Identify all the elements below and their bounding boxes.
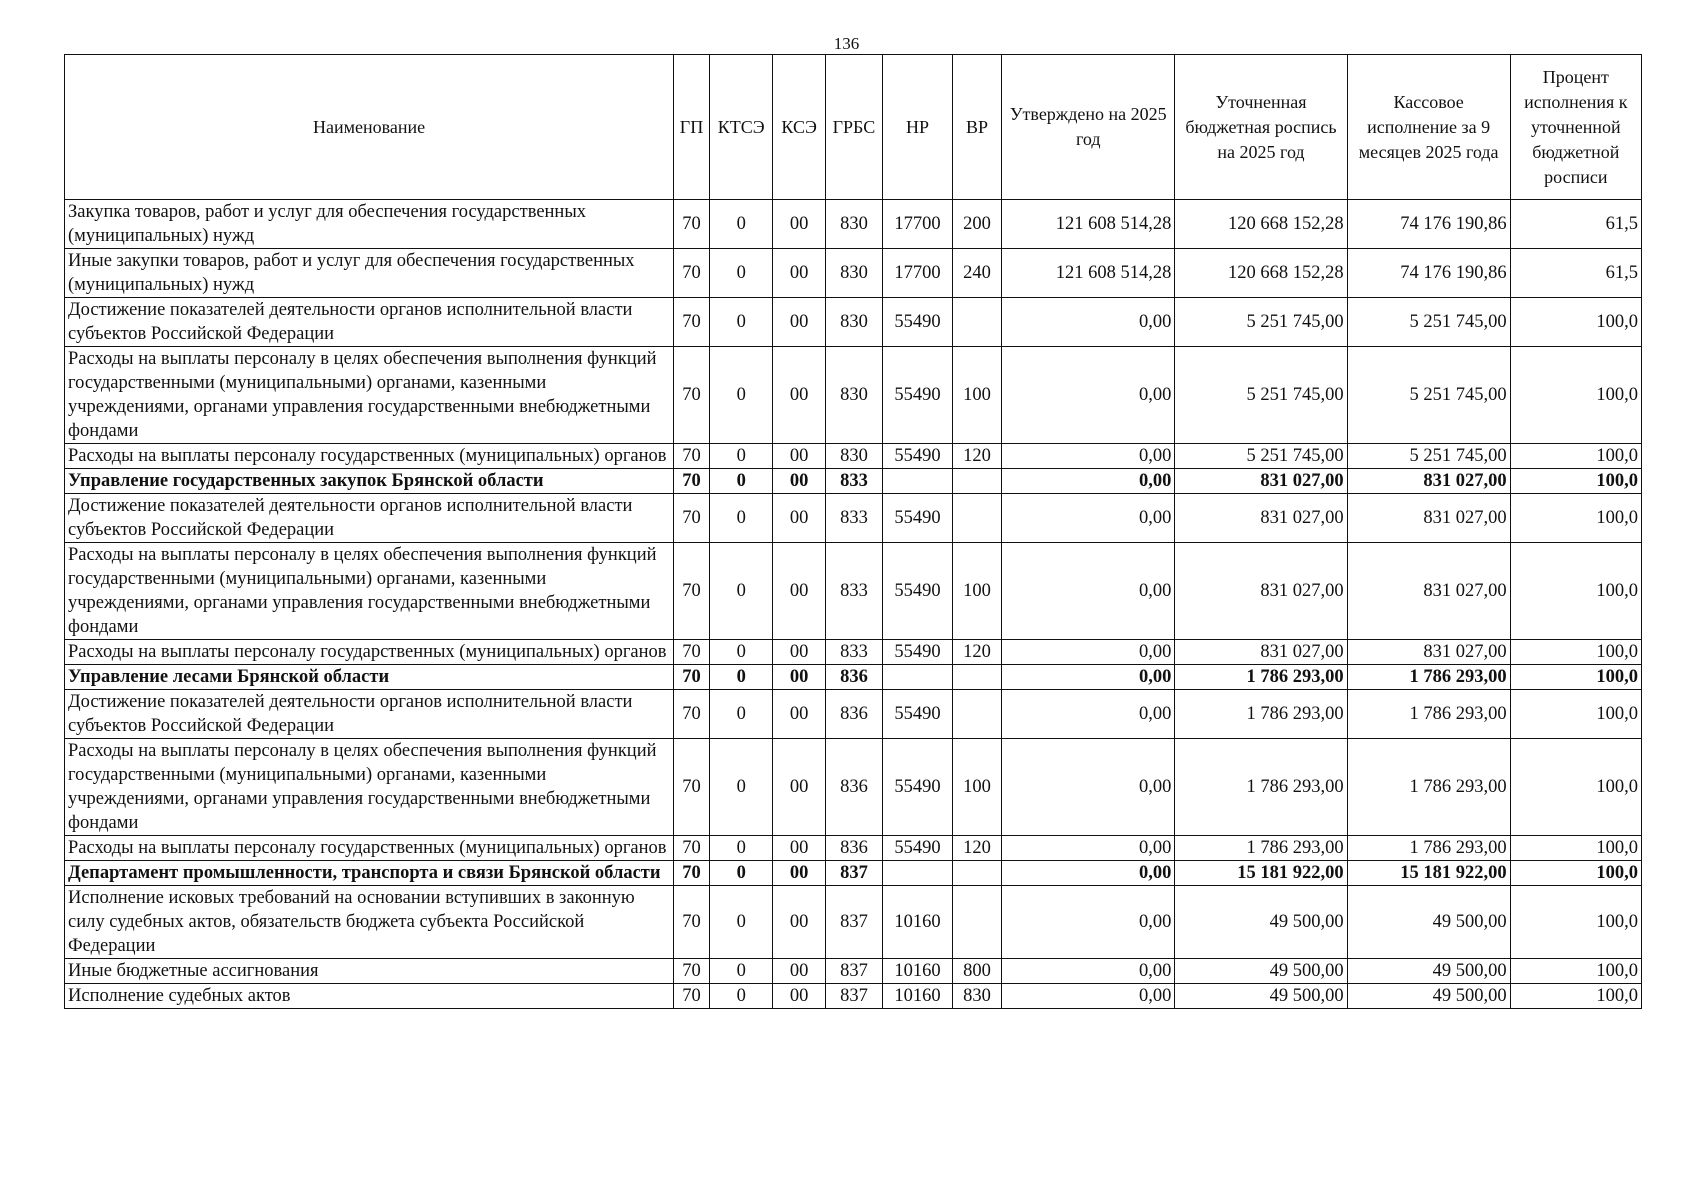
cell-gp: 70 <box>674 640 710 665</box>
cell-name: Закупка товаров, работ и услуг для обеспечения государственных (муниципальных) нужд <box>65 200 674 249</box>
cell-vr: 120 <box>952 444 1001 469</box>
cell-percent: 100,0 <box>1510 984 1641 1009</box>
cell-ktse: 0 <box>709 836 773 861</box>
cell-approved: 0,00 <box>1002 347 1175 444</box>
cell-approved: 0,00 <box>1002 739 1175 836</box>
cell-refined: 831 027,00 <box>1175 543 1347 640</box>
cell-ktse: 0 <box>709 640 773 665</box>
cell-grbs: 833 <box>825 543 882 640</box>
cell-ktse: 0 <box>709 200 773 249</box>
cell-name: Расходы на выплаты персоналу в целях обеспечения выполнения функций государственными (муниципальными) органами, казенными учреждениями, органами управления государственными внебюджетными фондами <box>65 739 674 836</box>
cell-gp: 70 <box>674 444 710 469</box>
cell-vr: 120 <box>952 836 1001 861</box>
cell-name: Расходы на выплаты персоналу государственных (муниципальных) органов <box>65 836 674 861</box>
header-refined: Уточненная бюджетная роспись на 2025 год <box>1175 55 1347 200</box>
cell-refined: 120 668 152,28 <box>1175 249 1347 298</box>
cell-nr: 55490 <box>883 444 953 469</box>
cell-grbs: 837 <box>825 886 882 959</box>
cell-name: Достижение показателей деятельности органов исполнительной власти субъектов Российской Федерации <box>65 494 674 543</box>
cell-approved: 0,00 <box>1002 959 1175 984</box>
table-body <box>65 200 1642 1009</box>
cell-vr <box>952 494 1001 543</box>
table-row <box>65 640 1642 665</box>
cell-grbs: 833 <box>825 494 882 543</box>
budget-table <box>64 54 1642 1009</box>
cell-vr <box>952 690 1001 739</box>
cell-percent: 100,0 <box>1510 444 1641 469</box>
cell-grbs: 836 <box>825 739 882 836</box>
cell-kse: 00 <box>773 886 825 959</box>
cell-gp: 70 <box>674 347 710 444</box>
cell-percent: 61,5 <box>1510 249 1641 298</box>
cell-gp: 70 <box>674 298 710 347</box>
header-kse: КСЭ <box>773 55 825 200</box>
cell-kse: 00 <box>773 543 825 640</box>
cell-nr: 17700 <box>883 249 953 298</box>
cell-percent: 100,0 <box>1510 690 1641 739</box>
cell-nr: 10160 <box>883 959 953 984</box>
cell-cash: 49 500,00 <box>1347 959 1510 984</box>
cell-cash: 5 251 745,00 <box>1347 298 1510 347</box>
cell-grbs: 830 <box>825 249 882 298</box>
cell-percent: 100,0 <box>1510 494 1641 543</box>
table-row <box>65 886 1642 959</box>
cell-percent: 100,0 <box>1510 739 1641 836</box>
cell-gp: 70 <box>674 690 710 739</box>
table-row <box>65 984 1642 1009</box>
cell-percent: 100,0 <box>1510 959 1641 984</box>
cell-kse: 00 <box>773 665 825 690</box>
cell-gp: 70 <box>674 861 710 886</box>
cell-grbs: 837 <box>825 984 882 1009</box>
cell-cash: 49 500,00 <box>1347 886 1510 959</box>
cell-grbs: 830 <box>825 298 882 347</box>
cell-approved: 0,00 <box>1002 298 1175 347</box>
table-row <box>65 298 1642 347</box>
cell-nr: 55490 <box>883 543 953 640</box>
cell-cash: 74 176 190,86 <box>1347 200 1510 249</box>
cell-vr: 240 <box>952 249 1001 298</box>
cell-gp: 70 <box>674 469 710 494</box>
cell-gp: 70 <box>674 494 710 543</box>
cell-grbs: 830 <box>825 444 882 469</box>
cell-approved: 0,00 <box>1002 494 1175 543</box>
cell-kse: 00 <box>773 984 825 1009</box>
cell-approved: 121 608 514,28 <box>1002 249 1175 298</box>
cell-refined: 1 786 293,00 <box>1175 739 1347 836</box>
header-percent: Процент исполнения к уточненной бюджетной росписи <box>1510 55 1641 200</box>
cell-vr: 100 <box>952 739 1001 836</box>
cell-name: Управление государственных закупок Брянской области <box>65 469 674 494</box>
cell-name: Иные бюджетные ассигнования <box>65 959 674 984</box>
cell-grbs: 830 <box>825 347 882 444</box>
cell-refined: 120 668 152,28 <box>1175 200 1347 249</box>
cell-ktse: 0 <box>709 298 773 347</box>
cell-refined: 49 500,00 <box>1175 959 1347 984</box>
cell-gp: 70 <box>674 543 710 640</box>
cell-cash: 1 786 293,00 <box>1347 739 1510 836</box>
cell-kse: 00 <box>773 494 825 543</box>
cell-nr: 55490 <box>883 347 953 444</box>
cell-nr <box>883 861 953 886</box>
cell-kse: 00 <box>773 739 825 836</box>
cell-nr: 10160 <box>883 984 953 1009</box>
cell-vr: 120 <box>952 640 1001 665</box>
table-row <box>65 959 1642 984</box>
cell-kse: 00 <box>773 347 825 444</box>
cell-percent: 100,0 <box>1510 298 1641 347</box>
cell-ktse: 0 <box>709 469 773 494</box>
cell-approved: 0,00 <box>1002 861 1175 886</box>
cell-kse: 00 <box>773 861 825 886</box>
cell-name: Расходы на выплаты персоналу в целях обеспечения выполнения функций государственными (муниципальными) органами, казенными учреждениями, органами управления государственными внебюджетными фондами <box>65 347 674 444</box>
cell-refined: 1 786 293,00 <box>1175 665 1347 690</box>
cell-grbs: 836 <box>825 690 882 739</box>
header-grbs: ГРБС <box>825 55 882 200</box>
cell-cash: 1 786 293,00 <box>1347 836 1510 861</box>
cell-nr: 17700 <box>883 200 953 249</box>
cell-grbs: 836 <box>825 665 882 690</box>
cell-nr: 55490 <box>883 640 953 665</box>
cell-kse: 00 <box>773 836 825 861</box>
cell-kse: 00 <box>773 959 825 984</box>
cell-approved: 0,00 <box>1002 984 1175 1009</box>
cell-ktse: 0 <box>709 543 773 640</box>
cell-ktse: 0 <box>709 739 773 836</box>
cell-percent: 61,5 <box>1510 200 1641 249</box>
header-approved: Утверждено на 2025 год <box>1002 55 1175 200</box>
header-cash: Кассовое исполнение за 9 месяцев 2025 года <box>1347 55 1510 200</box>
cell-cash: 831 027,00 <box>1347 543 1510 640</box>
cell-ktse: 0 <box>709 347 773 444</box>
cell-percent: 100,0 <box>1510 543 1641 640</box>
cell-nr: 10160 <box>883 886 953 959</box>
cell-cash: 1 786 293,00 <box>1347 665 1510 690</box>
cell-refined: 5 251 745,00 <box>1175 347 1347 444</box>
cell-approved: 121 608 514,28 <box>1002 200 1175 249</box>
cell-nr <box>883 469 953 494</box>
cell-approved: 0,00 <box>1002 444 1175 469</box>
cell-kse: 00 <box>773 690 825 739</box>
cell-refined: 831 027,00 <box>1175 640 1347 665</box>
cell-cash: 831 027,00 <box>1347 640 1510 665</box>
table-row <box>65 543 1642 640</box>
cell-approved: 0,00 <box>1002 886 1175 959</box>
cell-grbs: 833 <box>825 640 882 665</box>
cell-percent: 100,0 <box>1510 665 1641 690</box>
cell-gp: 70 <box>674 739 710 836</box>
cell-cash: 831 027,00 <box>1347 494 1510 543</box>
cell-cash: 15 181 922,00 <box>1347 861 1510 886</box>
cell-refined: 15 181 922,00 <box>1175 861 1347 886</box>
cell-approved: 0,00 <box>1002 469 1175 494</box>
cell-gp: 70 <box>674 200 710 249</box>
cell-ktse: 0 <box>709 494 773 543</box>
table-row <box>65 249 1642 298</box>
cell-refined: 49 500,00 <box>1175 886 1347 959</box>
cell-percent: 100,0 <box>1510 469 1641 494</box>
table-row <box>65 494 1642 543</box>
cell-ktse: 0 <box>709 249 773 298</box>
cell-name: Расходы на выплаты персоналу в целях обеспечения выполнения функций государственными (муниципальными) органами, казенными учреждениями, органами управления государственными внебюджетными фондами <box>65 543 674 640</box>
header-row <box>65 55 1642 200</box>
cell-kse: 00 <box>773 298 825 347</box>
cell-ktse: 0 <box>709 665 773 690</box>
cell-gp: 70 <box>674 984 710 1009</box>
cell-percent: 100,0 <box>1510 836 1641 861</box>
cell-grbs: 837 <box>825 861 882 886</box>
cell-vr <box>952 298 1001 347</box>
cell-ktse: 0 <box>709 886 773 959</box>
cell-refined: 831 027,00 <box>1175 469 1347 494</box>
table-row <box>65 665 1642 690</box>
cell-vr <box>952 886 1001 959</box>
cell-cash: 5 251 745,00 <box>1347 444 1510 469</box>
cell-kse: 00 <box>773 640 825 665</box>
cell-vr: 100 <box>952 347 1001 444</box>
cell-approved: 0,00 <box>1002 836 1175 861</box>
cell-name: Иные закупки товаров, работ и услуг для обеспечения государственных (муниципальных) нужд <box>65 249 674 298</box>
header-ktse: КТСЭ <box>709 55 773 200</box>
cell-refined: 5 251 745,00 <box>1175 298 1347 347</box>
cell-nr <box>883 665 953 690</box>
cell-name: Исполнение исковых требований на основании вступивших в законную силу судебных актов, обязательств бюджета субъекта Российской Федерации <box>65 886 674 959</box>
cell-cash: 74 176 190,86 <box>1347 249 1510 298</box>
cell-cash: 49 500,00 <box>1347 984 1510 1009</box>
cell-name: Достижение показателей деятельности органов исполнительной власти субъектов Российской Федерации <box>65 690 674 739</box>
cell-name: Расходы на выплаты персоналу государственных (муниципальных) органов <box>65 640 674 665</box>
cell-gp: 70 <box>674 665 710 690</box>
cell-nr: 55490 <box>883 298 953 347</box>
cell-refined: 831 027,00 <box>1175 494 1347 543</box>
cell-name: Департамент промышленности, транспорта и связи Брянской области <box>65 861 674 886</box>
cell-ktse: 0 <box>709 861 773 886</box>
cell-vr: 200 <box>952 200 1001 249</box>
cell-approved: 0,00 <box>1002 640 1175 665</box>
cell-vr <box>952 861 1001 886</box>
page-number: 136 <box>833 34 860 53</box>
cell-gp: 70 <box>674 249 710 298</box>
cell-name: Управление лесами Брянской области <box>65 665 674 690</box>
cell-kse: 00 <box>773 249 825 298</box>
cell-vr <box>952 469 1001 494</box>
cell-gp: 70 <box>674 836 710 861</box>
cell-gp: 70 <box>674 959 710 984</box>
cell-name: Достижение показателей деятельности органов исполнительной власти субъектов Российской Федерации <box>65 298 674 347</box>
cell-refined: 1 786 293,00 <box>1175 690 1347 739</box>
cell-grbs: 830 <box>825 200 882 249</box>
cell-nr: 55490 <box>883 690 953 739</box>
cell-percent: 100,0 <box>1510 861 1641 886</box>
table-row <box>65 836 1642 861</box>
cell-nr: 55490 <box>883 836 953 861</box>
cell-cash: 1 786 293,00 <box>1347 690 1510 739</box>
header-gp: ГП <box>674 55 710 200</box>
cell-gp: 70 <box>674 886 710 959</box>
cell-grbs: 836 <box>825 836 882 861</box>
table-row <box>65 347 1642 444</box>
cell-ktse: 0 <box>709 959 773 984</box>
cell-kse: 00 <box>773 469 825 494</box>
cell-percent: 100,0 <box>1510 640 1641 665</box>
cell-vr: 100 <box>952 543 1001 640</box>
cell-grbs: 833 <box>825 469 882 494</box>
cell-cash: 831 027,00 <box>1347 469 1510 494</box>
cell-nr: 55490 <box>883 739 953 836</box>
table-row <box>65 861 1642 886</box>
table-row <box>65 200 1642 249</box>
cell-percent: 100,0 <box>1510 886 1641 959</box>
cell-refined: 5 251 745,00 <box>1175 444 1347 469</box>
cell-approved: 0,00 <box>1002 690 1175 739</box>
header-nr: НР <box>883 55 953 200</box>
table-row <box>65 444 1642 469</box>
cell-approved: 0,00 <box>1002 543 1175 640</box>
cell-name: Расходы на выплаты персоналу государственных (муниципальных) органов <box>65 444 674 469</box>
cell-approved: 0,00 <box>1002 665 1175 690</box>
header-name: Наименование <box>65 55 674 200</box>
table-row <box>65 690 1642 739</box>
cell-grbs: 837 <box>825 959 882 984</box>
table-row <box>65 469 1642 494</box>
cell-percent: 100,0 <box>1510 347 1641 444</box>
cell-ktse: 0 <box>709 690 773 739</box>
cell-ktse: 0 <box>709 444 773 469</box>
header-vr: ВР <box>952 55 1001 200</box>
cell-refined: 49 500,00 <box>1175 984 1347 1009</box>
cell-kse: 00 <box>773 444 825 469</box>
cell-ktse: 0 <box>709 984 773 1009</box>
cell-vr: 800 <box>952 959 1001 984</box>
cell-nr: 55490 <box>883 494 953 543</box>
table-row <box>65 739 1642 836</box>
cell-vr <box>952 665 1001 690</box>
cell-kse: 00 <box>773 200 825 249</box>
cell-vr: 830 <box>952 984 1001 1009</box>
cell-name: Исполнение судебных актов <box>65 984 674 1009</box>
cell-refined: 1 786 293,00 <box>1175 836 1347 861</box>
cell-cash: 5 251 745,00 <box>1347 347 1510 444</box>
